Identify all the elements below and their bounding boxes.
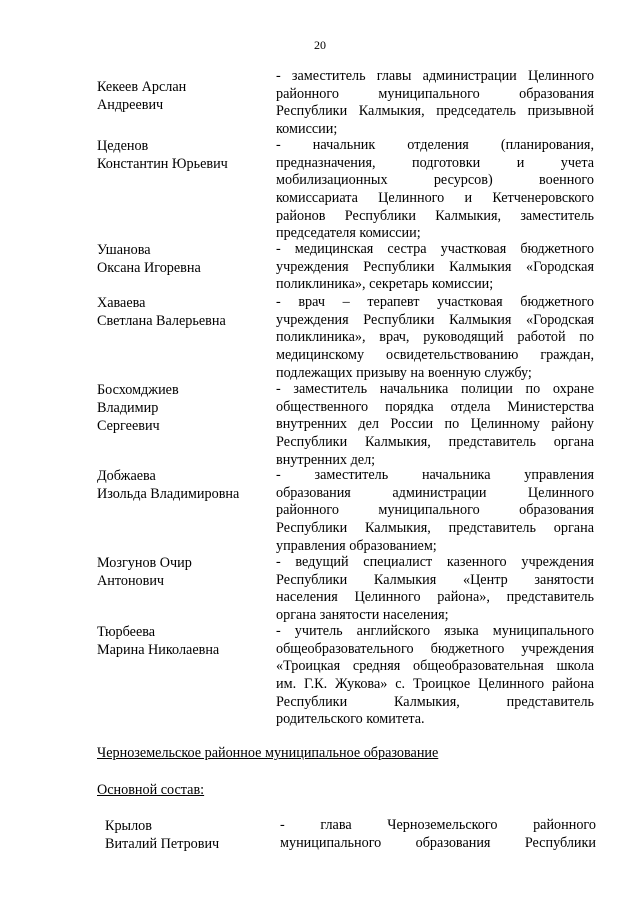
member-description-line: населения Целинного района», представитель	[276, 589, 594, 606]
member-description-line: подлежащих призыву на военную службу;	[276, 364, 532, 381]
member-description-line: - заместитель начальника полиции по охране	[276, 381, 594, 397]
composition-heading: Основной состав:	[97, 782, 205, 798]
member-description-line: учреждения Республики Калмыкия «Городская	[276, 258, 594, 275]
member-description-line: районов Республики Калмыкия, заместитель	[276, 207, 594, 224]
member-description-line: - глава Черноземельского районного	[280, 817, 596, 833]
member-description-line: - врач – терапевт участковая бюджетного	[276, 294, 594, 310]
member-name	[97, 381, 272, 435]
member-description	[276, 294, 594, 382]
member-name	[105, 817, 280, 853]
member-name-line: Виталий Петрович	[105, 836, 220, 852]
member-description	[276, 623, 594, 729]
member-description	[276, 554, 594, 625]
member-name-line: Изольда Владимировна	[97, 486, 240, 502]
member-description	[280, 817, 596, 852]
member-description-line: медицинскому освидетельствованию граждан,	[276, 347, 594, 364]
member-name-line: Антонович	[97, 573, 165, 589]
member-description-line: Республики Калмыкия «Центр занятости	[276, 571, 594, 588]
member-description	[276, 241, 594, 294]
member-description-line: им. Г.К. Жукова» с. Троицкое Целинного района	[276, 676, 594, 693]
member-name-line: Марина Николаевна	[97, 642, 220, 658]
member-description-line: общеобразовательного бюджетного учреждения	[276, 640, 594, 657]
member-description-line: Республики Калмыкия, представитель	[276, 693, 594, 710]
member-name-line: Мозгунов Очир	[97, 555, 192, 571]
member-description-line: Республики Калмыкия, представитель органа	[276, 434, 594, 451]
member-description-line: предназначения, подготовки и учета	[276, 154, 594, 171]
member-name	[97, 241, 272, 277]
section-heading: Черноземельское районное муниципальное образование	[97, 745, 439, 761]
member-description	[276, 68, 594, 139]
member-description	[276, 467, 594, 555]
member-name	[97, 554, 272, 590]
member-name-line: Крылов	[105, 818, 152, 834]
member-description-line: внутренних дел России по Целинному району	[276, 416, 594, 433]
member-description-line: Республики Калмыкия, представитель органа	[276, 520, 594, 537]
member-description-line: общественного порядка отдела Министерства	[276, 398, 594, 415]
member-description-line: муниципального образования Республики	[280, 834, 596, 851]
member-description-line: образования администрации Целинного	[276, 484, 594, 501]
member-name	[97, 294, 272, 330]
member-description-line: управления образованием;	[276, 537, 437, 554]
member-description-line: мобилизационных ресурсов) военного	[276, 172, 594, 189]
member-name-line: Добжаева	[97, 468, 156, 484]
member-description-line: учреждения Республики Калмыкия «Городская	[276, 311, 594, 328]
member-description-line: - медицинская сестра участковая бюджетного	[276, 241, 594, 257]
member-name-line: Андреевич	[97, 97, 164, 113]
member-description	[276, 137, 594, 243]
member-name-line: Кекеев Арслан	[97, 79, 187, 95]
member-name-line: Светлана Валерьевна	[97, 313, 226, 329]
member-name	[97, 467, 272, 503]
member-description-line: председателя комиссии;	[276, 225, 421, 242]
page-number: 20	[314, 38, 326, 52]
member-name-line: Оксана Игоревна	[97, 260, 201, 276]
member-description-line: районного муниципального образования	[276, 502, 594, 519]
member-description-line: - заместитель главы администрации Целинного	[276, 68, 594, 84]
member-name	[97, 137, 272, 173]
member-description	[276, 381, 594, 469]
member-description-line: внутренних дел;	[276, 451, 376, 468]
member-name-line: Константин Юрьевич	[97, 156, 228, 172]
member-description-line: комиссариата Целинного и Кетченеровского	[276, 190, 594, 207]
member-name-line: Тюрбеева	[97, 624, 156, 640]
member-description-line: - ведущий специалист казенного учреждения	[276, 554, 594, 570]
member-description-line: органа занятости населения;	[276, 607, 449, 624]
member-name-line: Владимир	[97, 400, 159, 416]
member-name-line: Сергеевич	[97, 418, 160, 434]
member-description-line: поликлиника», врач, руководящий работой по	[276, 329, 594, 346]
member-description-line: - начальник отделения (планирования,	[276, 137, 594, 153]
member-name	[97, 623, 272, 659]
member-description-line: родительского комитета.	[276, 711, 425, 728]
member-description-line: поликлиника», секретарь комиссии;	[276, 276, 494, 293]
member-description-line: Республики Калмыкия, председатель призывной	[276, 103, 594, 120]
member-description-line: комиссии;	[276, 121, 338, 138]
member-name-line: Хаваева	[97, 295, 146, 311]
member-name-line: Ушанова	[97, 242, 151, 258]
member-name-line: Цеденов	[97, 138, 149, 154]
member-description-line: районного муниципального образования	[276, 85, 594, 102]
member-name-line: Босхомджиев	[97, 382, 179, 398]
member-description-line: - заместитель начальника управления	[276, 467, 594, 483]
member-description-line: - учитель английского языка муниципального	[276, 623, 594, 639]
member-description-line: «Троицкая средняя общеобразовательная школа	[276, 658, 594, 675]
member-name	[97, 78, 272, 114]
